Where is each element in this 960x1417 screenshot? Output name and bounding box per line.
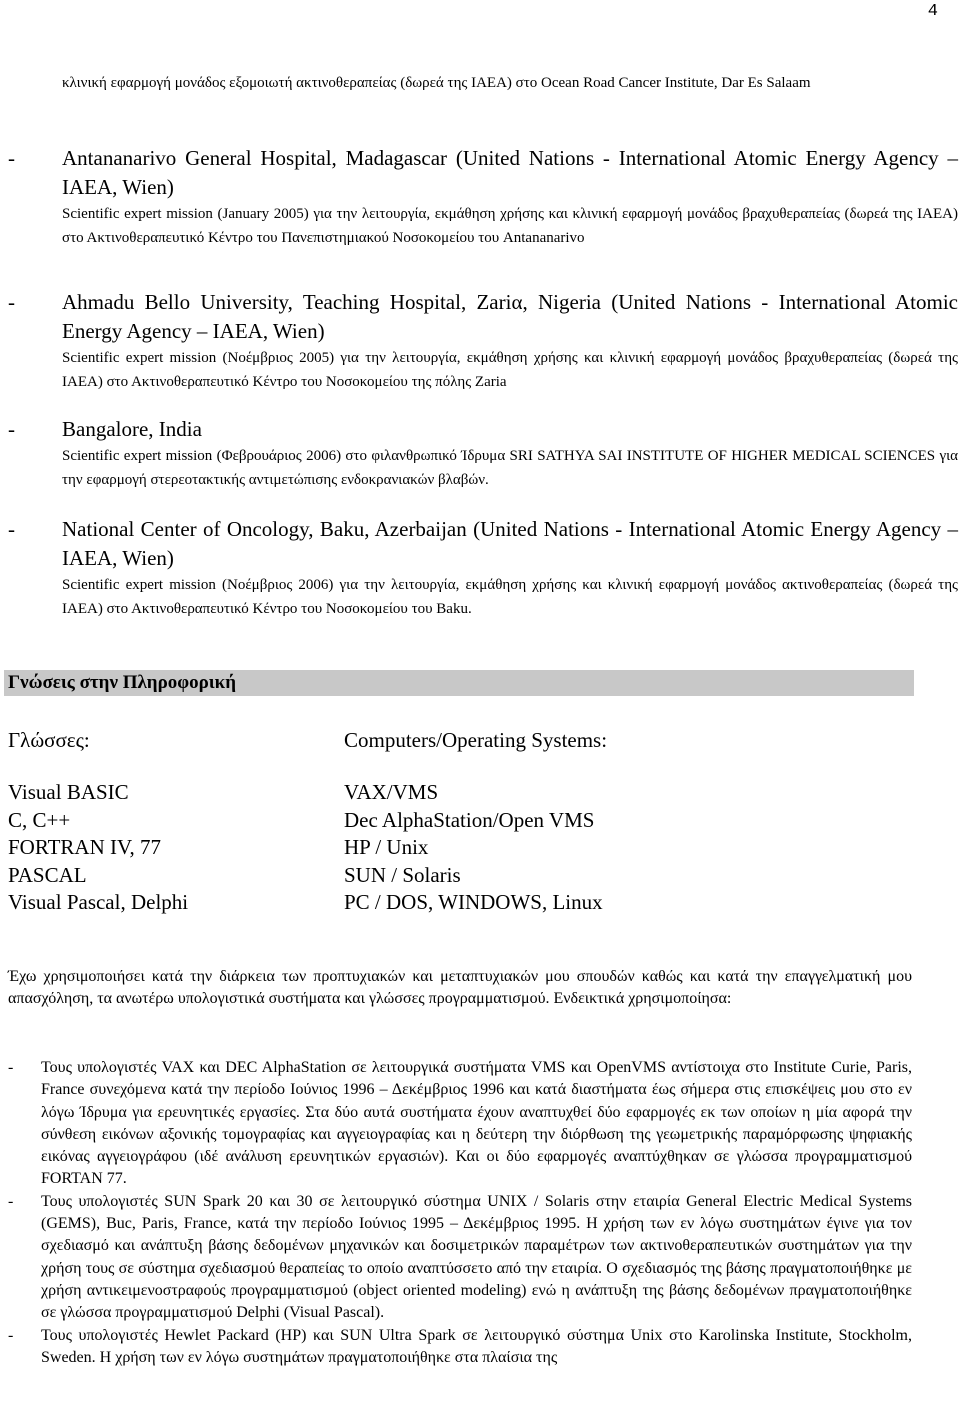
list-dash: - xyxy=(8,417,15,441)
entry-body: Scientific expert mission (Νοέμβριος 2006) για την λειτουργία, εκμάθηση χρήσης και κλινική εφαρμογή μονάδος ακτινοθεραπείας (δωρεά της IAEA) στο Ακτινοθεραπευτικό Κέντρο του Νοσοκομείου του Baku. xyxy=(62,577,958,617)
list-dash: - xyxy=(8,290,15,314)
list-item: FORTRAN IV, 77 xyxy=(8,835,161,859)
page-number: 4 xyxy=(927,2,938,21)
list-item: C, C++ xyxy=(8,807,71,832)
section-heading-bar xyxy=(4,670,914,696)
bullet-text: Τους υπολογιστές SUN Spark 20 και 30 σε λειτουργικό σύστημα UNIX / Solaris στην εταιρία General Electric Medical Systems (GEMS), Buc, Paris, France, κατά την περίοδο Ιούνιος 1995 – Δεκέμβριος 1995. Η χρήση των εν λόγω συστημάτων έγινε για τον σχεδιασμό και ανάπτυξη βάσης δεδομένων μηχανικών και δοσιμετρικών παραμέτρων των ακτινοθεραπευτικών συστημάτων για την χρήση τους σε σύστημα σχεδιασμού θεραπείας το οποίο αναπτύσσετο από την εταιρία. Ο σχεδιασμός της βάσης πραγματοποιήθηκε με χρήση αντικειμενοστραφούς προγραμματισμού (object oriented modeling) ενώ η ανάπτυξη της βάσης δεδομένων πραγματοποιήθηκε σε γλώσσα προγραμματισμού Delphi (Visual Pascal). xyxy=(41,1192,912,1322)
languages-list xyxy=(8,779,188,917)
bullet-dash: - xyxy=(8,1059,14,1076)
entry-body: Scientific expert mission (January 2005) για την λειτουργία, εκμάθηση χρήσης και κλινική εφαρμογή μονάδος βραχυθεραπείας (δωρεά της IAEA) στο Ακτινοθεραπευτικό Κέντρο του Πανεπιστημιακού Νοσοκομείου του Antananarivo xyxy=(62,206,958,246)
section-title: Γνώσεις στην Πληροφορική xyxy=(8,672,237,693)
usage-paragraph: Έχω χρησιμοποιήσει κατά την διάρκεια των προπτυχιακών και μεταπτυχιακών μου σπουδών καθώς και κατά την επαγγελματική μου απασχόληση, τα ανωτέρω υπολογιστικά συστήματα και γλώσσες προγραμματισμού. Ενδεικτικά χρησιμοποίησα: xyxy=(8,968,912,1007)
bullet-item xyxy=(8,1325,912,1370)
entry-baku xyxy=(8,515,958,621)
entry-title: Antananarivo General Hospital, Madagascar (United Nations - International Atomic Energy Agency – IAEA, Wien) xyxy=(62,146,958,199)
entry-zaria xyxy=(8,288,958,394)
bullet-text: Τους υπολογιστές Hewlet Packard (HP) και SUN Ultra Spark σε λειτουργικό σύστημα Unix στο Karolinska Institute, Stockholm, Sweden. Η χρήση των εν λόγω συστημάτων πραγματοποιήθηκε στα πλαίσια της xyxy=(41,1326,912,1366)
continuation-text: κλινική εφαρμογή μονάδος εξομοιωτή ακτινοθεραπείας (δωρεά της IAEA) στο Ocean Road Cancer Institute, Dar Es Salaam xyxy=(62,75,811,91)
list-item: PASCAL xyxy=(8,862,87,887)
list-dash: - xyxy=(8,517,15,541)
entry-title: Bangalore, India xyxy=(62,417,202,441)
list-item: VAX/VMS xyxy=(344,780,439,804)
list-item: Dec AlphaStation/Open VMS xyxy=(344,807,595,832)
list-item: Visual Pascal, Delphi xyxy=(8,890,189,914)
list-item: SUN / Solaris xyxy=(344,862,461,887)
bullet-item xyxy=(8,1057,912,1191)
list-item: Visual BASIC xyxy=(8,780,129,804)
entry-title: National Center of Oncology, Baku, Azerbaijan (United Nations - International Atomic Energy Agency – IAEA, Wien) xyxy=(62,517,958,570)
entry-body: Scientific expert mission (Νοέμβριος 2005) για την λειτουργία, εκμάθηση χρήσης και κλινική εφαρμογή μονάδος βραχυθεραπείας (δωρεά της IAEA) στο Ακτινοθεραπευτικό Κέντρο του Νοσοκομείου της πόλης Zaria xyxy=(62,350,958,390)
bullet-dash: - xyxy=(8,1192,14,1210)
entry-body: Scientific expert mission (Φεβρουάριος 2006) στο φιλανθρωπικό Ίδρυμα SRI SATHYA SAI INSTITUTE OF HIGHER MEDICAL SCIENCES για την εφαρμογή στερεοτακτικής αντιμετώπισης ενδοκρανιακών βλαβών. xyxy=(62,448,958,488)
bullet-dash: - xyxy=(8,1326,14,1344)
bullet-text: Τους υπολογιστές VAX και DEC AlphaStation σε λειτουργικά συστήματα VMS και OpenVMS αντίστοιχα στο Institute Curie, Paris, France συνεχόμενα κατά την περίοδο Ιούνιος 1996 – Δεκέμβριος 1996 και κατά διαστήματα έως σήμερα στις επισκέψεις μου στο εν λόγω Ίδρυμα για ερευνητικές εργασίες. Στα δύο αυτά συστήματα έχουν αναπτυχθεί δύο εφαρμογές εκ των οποίων η μία αφορά την σύνθεση εικόνων αξονικής τομογραφίας και αγγειογραφίας και η δεύτερη την διόρθωση της γεωμετρικής παραμόρφωσης ψηφιακής εικόνας αγγειογράφου (ιδέ ανάλυση ερευνητικών εργασιών). Και οι δύο εφαρμογές αναπτύχθηκαν σε γλώσσα προγραμματισμού FORTAN 77. xyxy=(41,1059,912,1188)
systems-heading: Computers/Operating Systems: xyxy=(344,728,608,752)
list-item: PC / DOS, WINDOWS, Linux xyxy=(344,890,603,914)
list-dash: - xyxy=(8,146,15,170)
bullet-item xyxy=(8,1191,912,1325)
entry-antananarivo xyxy=(8,144,958,250)
usage-bullets xyxy=(8,1057,912,1369)
entry-bangalore xyxy=(8,415,958,492)
list-item: HP / Unix xyxy=(344,835,429,859)
languages-heading: Γλώσσες: xyxy=(8,728,90,752)
systems-list xyxy=(344,779,603,917)
entry-title: Ahmadu Bello University, Teaching Hospital, Zariα, Nigeria (United Nations - International Atomic Energy Agency – IAEA, Wien) xyxy=(62,290,958,343)
